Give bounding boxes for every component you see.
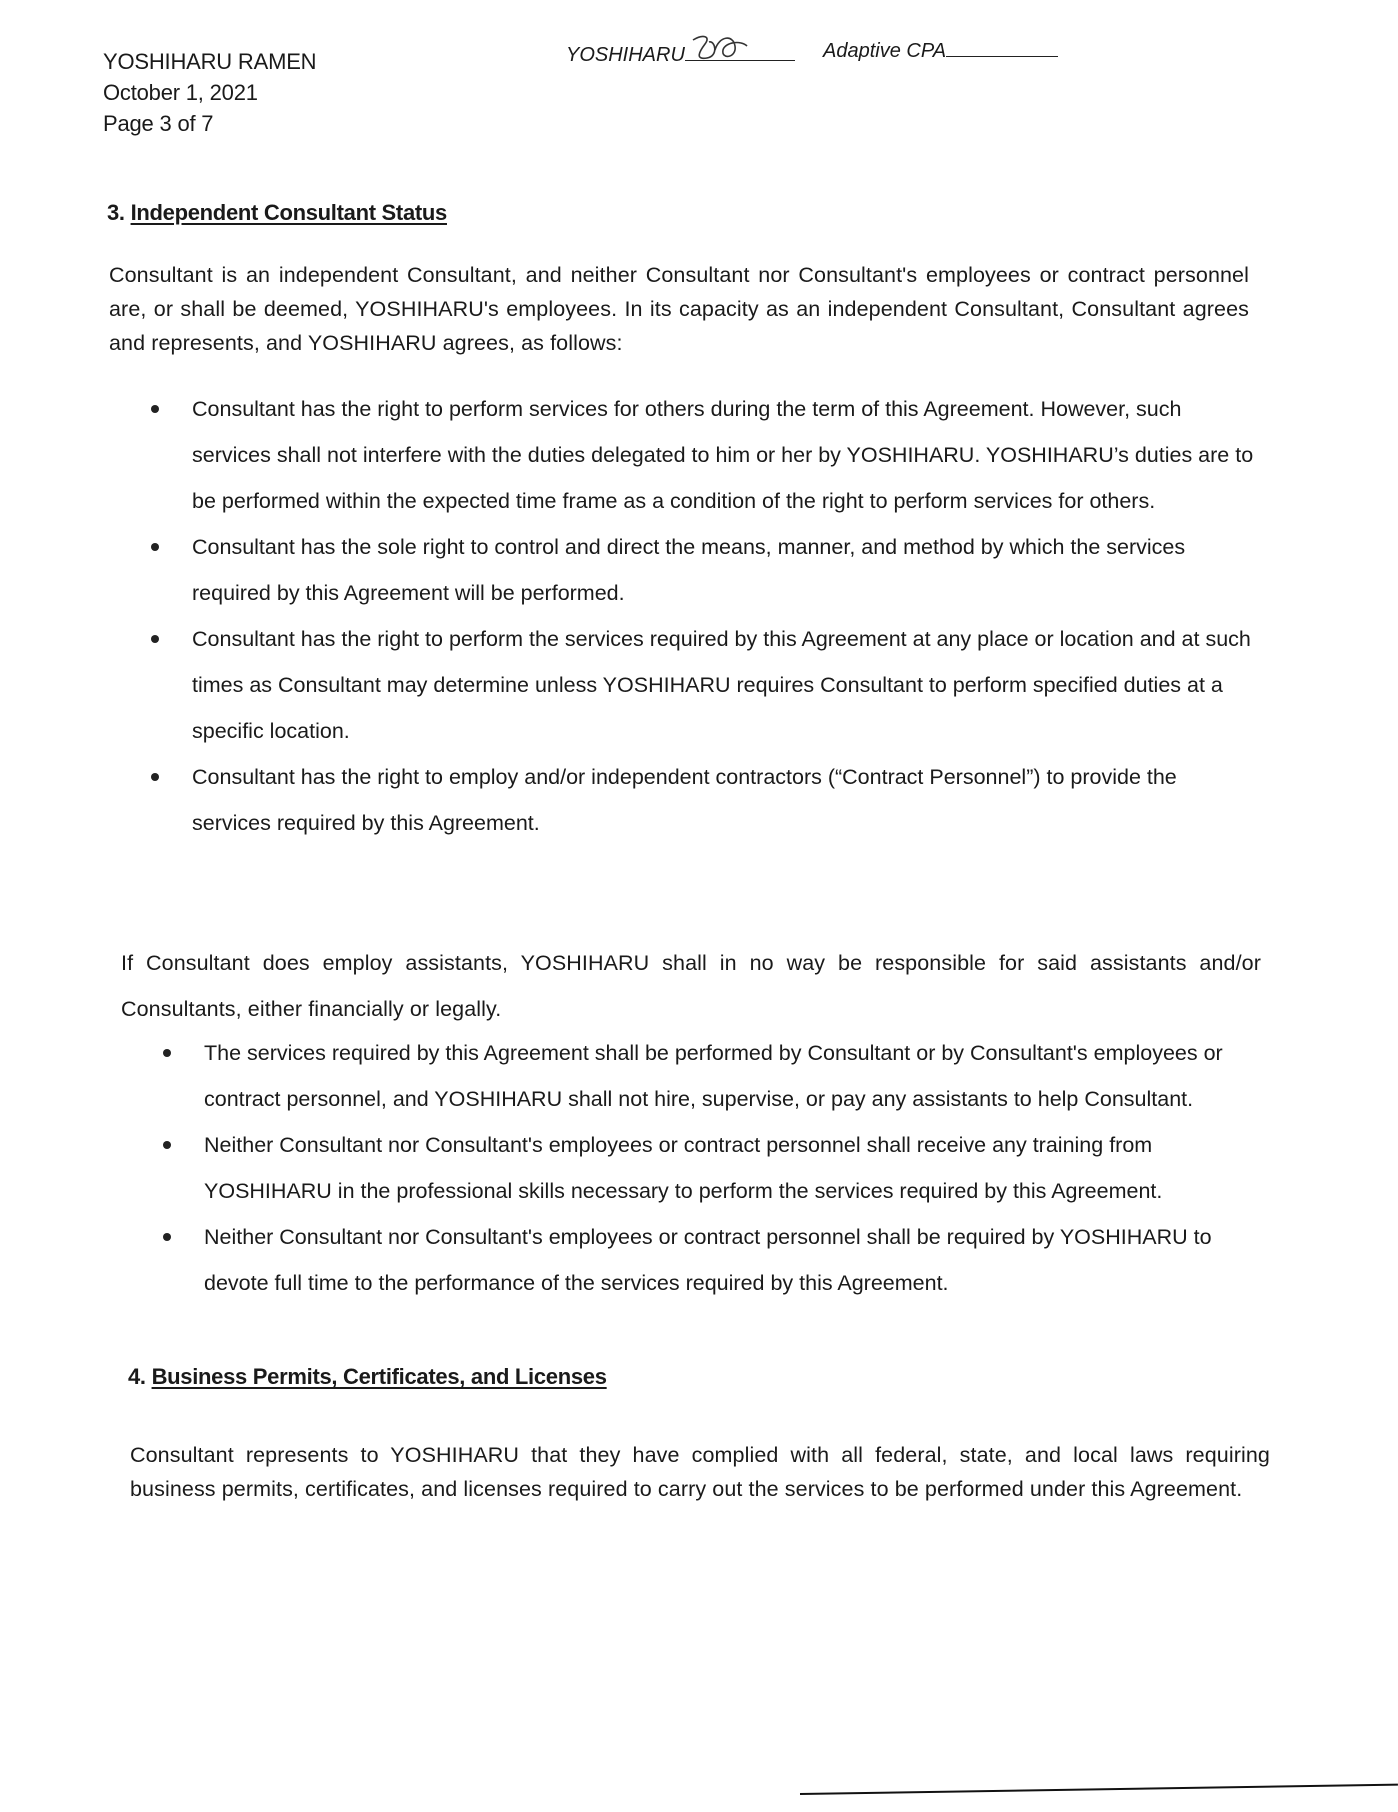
list-item: Neither Consultant nor Consultant's employees or contract personnel shall receive any training from YOSHIHARU in the professional skills necessary to perform the services required by this Agreement. xyxy=(204,1122,1268,1214)
initials-blank-line xyxy=(946,38,1058,57)
company-name: YOSHIHARU RAMEN xyxy=(103,49,317,74)
bullet-icon xyxy=(151,405,159,413)
assistants-paragraph: If Consultant does employ assistants, YOSHIHARU shall in no way be responsible for said assistants and/or Consultants, either financially or legally. xyxy=(121,951,1261,1021)
bullet-icon xyxy=(151,543,159,551)
section-4-title: Business Permits, Certificates, and Licenses xyxy=(151,1364,607,1389)
section-4-body: Consultant represents to YOSHIHARU that they have complied with all federal, state, and local laws requiring business permits, certificates, and licenses required to carry out the services to be performed under this Agreement. xyxy=(130,1443,1270,1501)
section-3-bullet-list-b xyxy=(204,1030,1268,1306)
list-item: The services required by this Agreement shall be performed by Consultant or by Consultant's employees or contract personnel, and YOSHIHARU shall not hire, supervise, or pay any assistants to help Consultant. xyxy=(204,1030,1268,1122)
initials-label-cpa: Adaptive CPA xyxy=(823,40,947,62)
list-item: Neither Consultant nor Consultant's employees or contract personnel shall be required by YOSHIHARU to devote full time to the performance of the services required by this Agreement. xyxy=(204,1214,1268,1306)
section-4-heading xyxy=(128,1364,607,1390)
initials-yoshiharu xyxy=(566,42,795,67)
bullet-icon xyxy=(151,635,159,643)
document-header xyxy=(103,46,316,139)
list-item: Consultant has the right to perform services for others during the term of this Agreement. However, such services shall not interfere with the duties delegated to him or her by YOSHIHARU. YOSHIHARU’s duties are to be performed within the expected time frame as a condition of the right to perform services for others. xyxy=(192,386,1254,524)
section-3-heading xyxy=(107,200,447,226)
section-3-bullet-list-a xyxy=(192,386,1254,846)
footer-rule xyxy=(800,1784,1398,1795)
list-item: Consultant has the right to employ and/or independent contractors (“Contract Personnel”) to provide the services required by this Agreement. xyxy=(192,754,1254,846)
page-number: Page 3 of 7 xyxy=(103,111,214,136)
initials-label-yoshiharu: YOSHIHARU xyxy=(566,44,685,66)
initials-signature-line xyxy=(685,42,795,61)
signature-icon xyxy=(685,30,755,64)
bullet-icon xyxy=(163,1049,171,1057)
list-item: Consultant has the right to perform the services required by this Agreement at any place or location and at such times as Consultant may determine unless YOSHIHARU requires Consultant to perform specified duties at a specific location. xyxy=(192,616,1254,754)
list-item: Consultant has the sole right to control and direct the means, manner, and method by which the services required by this Agreement will be performed. xyxy=(192,524,1254,616)
bullet-icon xyxy=(163,1233,171,1241)
section-4-number: 4. xyxy=(128,1364,146,1389)
section-3-number: 3. xyxy=(107,200,125,225)
document-date: October 1, 2021 xyxy=(103,80,258,105)
initials-adaptive-cpa xyxy=(823,38,1058,63)
section-3-title: Independent Consultant Status xyxy=(130,200,447,225)
bullet-icon xyxy=(151,773,159,781)
section-3-intro: Consultant is an independent Consultant, and neither Consultant nor Consultant's employees or contract personnel are, or shall be deemed, YOSHIHARU's employees. In its capacity as an independent Consultant, Consultant agrees and represents, and YOSHIHARU agrees, as follows: xyxy=(109,263,1249,355)
bullet-icon xyxy=(163,1141,171,1149)
